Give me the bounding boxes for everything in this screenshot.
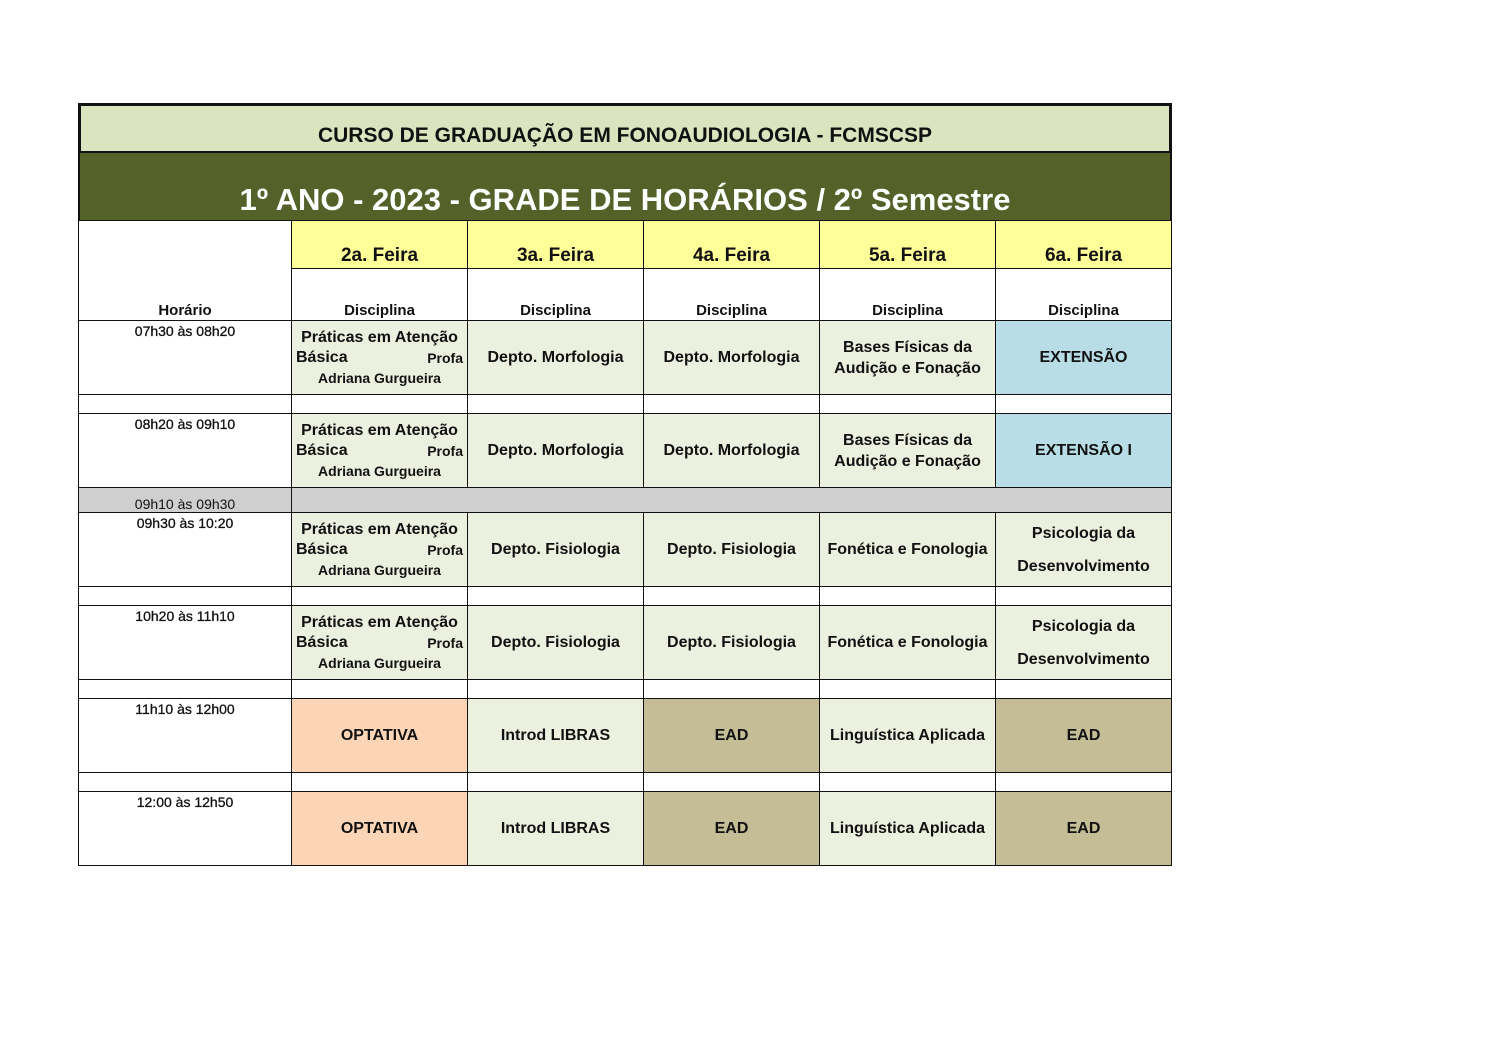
slot-time: 12:00 às 12h50 (79, 792, 292, 866)
discipline-label: Disciplina (820, 269, 996, 321)
class-name: Bases Físicas da (843, 431, 972, 449)
class-cell-monday (292, 513, 468, 587)
spacer-row (79, 680, 1172, 699)
teacher-title: Profa (427, 442, 463, 459)
day-header-tuesday: 3a. Feira (468, 221, 644, 269)
class-cell-friday: EXTENSÃO (996, 321, 1172, 395)
day-header-thursday: 5a. Feira (820, 221, 996, 269)
day-header-friday: 6a. Feira (996, 221, 1172, 269)
time-slot-row (79, 606, 1172, 680)
teacher-title: Profa (427, 634, 463, 651)
time-slot-row (79, 513, 1172, 587)
slot-time: 09h30 às 10:20 (79, 513, 292, 587)
discipline-label: Disciplina (644, 269, 820, 321)
class-name: Básica (296, 633, 348, 651)
class-name: Psicologia da (1031, 524, 1136, 542)
teacher-name: Adriana Gurgueira (318, 561, 441, 578)
day-header-wednesday: 4a. Feira (644, 221, 820, 269)
class-cell-tuesday: Introd LIBRAS (468, 792, 644, 866)
class-cell-thursday: Linguística Aplicada (820, 792, 996, 866)
class-name: Básica (296, 348, 348, 366)
time-column-header: Horário (79, 221, 292, 321)
day-header-monday: 2a. Feira (292, 221, 468, 269)
class-cell-wednesday: Depto. Fisiologia (644, 513, 820, 587)
class-cell-friday (996, 513, 1172, 587)
slot-time: 10h20 às 11h10 (79, 606, 292, 680)
class-cell-thursday (820, 321, 996, 395)
class-cell-wednesday: Depto. Morfologia (644, 414, 820, 488)
class-cell-monday: OPTATIVA (292, 792, 468, 866)
schedule-table (78, 220, 1172, 866)
discipline-label: Disciplina (468, 269, 644, 321)
spacer-row (79, 587, 1172, 606)
class-name: Básica (296, 540, 348, 558)
break-time: 09h10 às 09h30 (79, 488, 292, 513)
class-cell-thursday: Fonética e Fonologia (820, 606, 996, 680)
class-name: Psicologia da (1031, 617, 1136, 635)
class-name: Audição e Fonação (834, 359, 981, 377)
class-cell-tuesday: Depto. Morfologia (468, 321, 644, 395)
class-cell-wednesday: EAD (644, 699, 820, 773)
class-cell-friday (996, 606, 1172, 680)
class-cell-friday: EAD (996, 699, 1172, 773)
class-cell-monday: OPTATIVA (292, 699, 468, 773)
class-cell-monday (292, 606, 468, 680)
slot-time: 08h20 às 09h10 (79, 414, 292, 488)
class-cell-thursday: Linguística Aplicada (820, 699, 996, 773)
class-name: Desenvolvimento (1017, 650, 1150, 668)
schedule-title: 1º ANO - 2023 - GRADE DE HORÁRIOS / 2º Semestre (78, 153, 1172, 220)
class-name: Desenvolvimento (1017, 557, 1150, 575)
teacher-name: Adriana Gurgueira (318, 369, 441, 386)
class-name: Práticas em Atenção (301, 520, 458, 538)
time-slot-row (79, 321, 1172, 395)
time-slot-row (79, 414, 1172, 488)
schedule-sheet (78, 103, 1172, 866)
class-cell-tuesday: Depto. Fisiologia (468, 606, 644, 680)
class-name: Bases Físicas da (843, 338, 972, 356)
class-name: Audição e Fonação (834, 452, 981, 470)
class-cell-tuesday: Introd LIBRAS (468, 699, 644, 773)
teacher-name: Adriana Gurgueira (318, 654, 441, 671)
teacher-title: Profa (427, 541, 463, 558)
teacher-name: Adriana Gurgueira (318, 462, 441, 479)
class-cell-thursday (820, 414, 996, 488)
class-name: Práticas em Atenção (301, 613, 458, 631)
discipline-label: Disciplina (292, 269, 468, 321)
class-name: Práticas em Atenção (301, 328, 458, 346)
class-cell-wednesday: Depto. Fisiologia (644, 606, 820, 680)
class-cell-friday: EXTENSÃO I (996, 414, 1172, 488)
class-cell-tuesday: Depto. Fisiologia (468, 513, 644, 587)
day-header-row (79, 221, 1172, 269)
class-cell-tuesday: Depto. Morfologia (468, 414, 644, 488)
class-cell-thursday: Fonética e Fonologia (820, 513, 996, 587)
slot-time: 11h10 às 12h00 (79, 699, 292, 773)
spacer-row (79, 395, 1172, 414)
class-cell-monday (292, 321, 468, 395)
course-title: CURSO DE GRADUAÇÃO EM FONOAUDIOLOGIA - FCMSCSP (78, 103, 1172, 153)
time-slot-row (79, 792, 1172, 866)
teacher-title: Profa (427, 349, 463, 366)
spacer-row (79, 773, 1172, 792)
class-cell-wednesday: EAD (644, 792, 820, 866)
break-band (292, 488, 1172, 513)
class-cell-friday: EAD (996, 792, 1172, 866)
slot-time: 07h30 às 08h20 (79, 321, 292, 395)
time-slot-row (79, 699, 1172, 773)
class-cell-monday (292, 414, 468, 488)
class-name: Práticas em Atenção (301, 421, 458, 439)
class-name: Básica (296, 441, 348, 459)
class-cell-wednesday: Depto. Morfologia (644, 321, 820, 395)
discipline-label: Disciplina (996, 269, 1172, 321)
break-row (79, 488, 1172, 513)
